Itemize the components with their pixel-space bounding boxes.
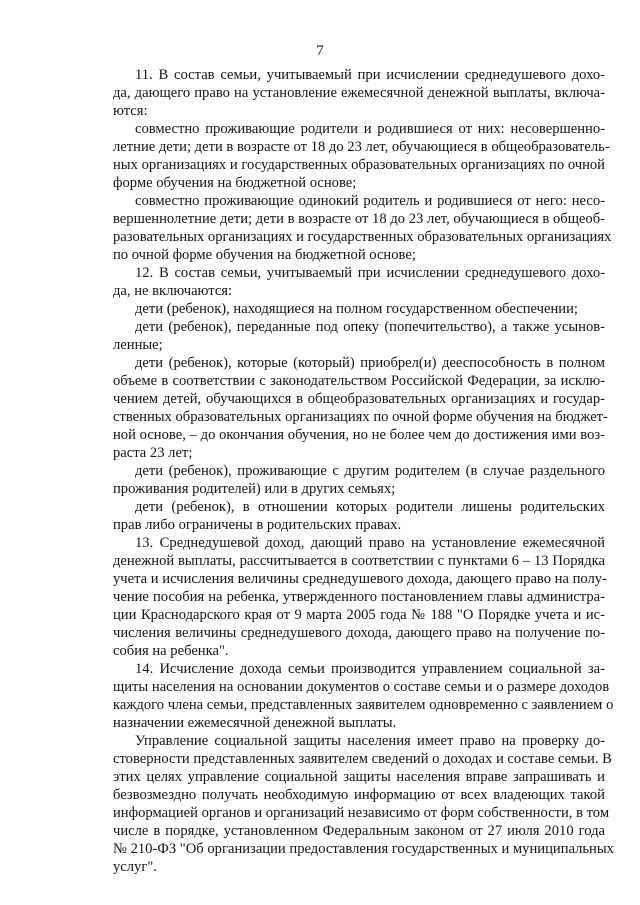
text-line: щиты населения на основании документов о составе семьи и о размере доходов	[113, 679, 610, 695]
text-line: каждого члена семьи, представленных заявителем одновременно с заявлением о	[113, 697, 614, 713]
text-line: денежной выплаты, рассчитывается в соответствии с пунктами 6 – 13 Порядка	[113, 553, 605, 569]
text-line: по очной форме обучения на бюджетной основе;	[113, 247, 416, 263]
text-line: раста 23 лет;	[113, 445, 193, 461]
text-line: дети (ребенок), находящиеся на полном государственном обеспечении;	[135, 301, 578, 317]
text-line: услуг".	[113, 859, 157, 875]
text-line: 14. Исчисление дохода семьи производится управлением социальной за-	[135, 661, 605, 677]
text-line: чением детей, обучающихся в общеобразовательных организациях и государ-	[113, 391, 605, 407]
text-line: форме обучения на бюджетной основе;	[113, 175, 357, 191]
text-line: разовательных организациях и государственных образовательных организациях	[113, 229, 612, 245]
text-line: 12. В состав семьи, учитываемый при исчислении среднедушевого дохо-	[135, 265, 605, 281]
text-line: собия на ребенка".	[113, 643, 229, 659]
text-line: числе в порядке, установленном Федеральным законом от 27 июля 2010 года	[113, 823, 605, 839]
text-line: дети (ребенок), которые (который) приобрел(и) дееспособность в полном	[135, 355, 605, 371]
text-line: безвозмездно получать необходимую информацию от всех владеющих такой	[113, 787, 605, 803]
text-line: дети (ребенок), в отношении которых родители лишены родительских	[135, 499, 605, 515]
text-line: Управление социальной защиты населения имеет право на проверку до-	[135, 733, 605, 749]
text-line: дети (ребенок), проживающие с другим родителем (в случае раздельного	[135, 463, 605, 479]
text-line: ственных образовательных организациях по очной форме обучения на бюджет-	[113, 409, 608, 425]
text-line: учета и исчисления величины среднедушевого дохода, дающего право на полу-	[113, 571, 607, 587]
text-line: назначении ежемесячной денежной выплаты.	[113, 715, 397, 731]
text-line: числения величины среднедушевого дохода, дающего право на получение по-	[113, 625, 605, 641]
text-line: ются:	[113, 103, 148, 119]
text-line: ленные;	[113, 337, 163, 353]
text-line: ной основе, – до окончания обучения, но не более чем до достижения ими воз-	[113, 427, 605, 443]
text-line: да, дающего право на установление ежемесячной денежной выплаты, включа-	[113, 85, 605, 101]
text-line: этих целях управление социальной защиты населения вправе запрашивать и	[113, 769, 605, 785]
text-line: информацией органов и организаций независимо от форм собственности, в том	[113, 805, 610, 821]
text-line: стоверности представленных заявителем сведений о доходах и составе семьи. В	[113, 751, 612, 767]
text-line: 13. Среднедушевой доход, дающий право на установление ежемесячной	[135, 535, 605, 551]
page-number: 7	[316, 43, 324, 59]
text-line: ных организациях и государственных образовательных организациях по очной	[113, 157, 605, 173]
text-line: вершеннолетние дети; дети в возрасте от 18 до 23 лет, обучающиеся в общеоб-	[113, 211, 605, 227]
text-line: прав либо ограничены в родительских правах.	[113, 517, 402, 533]
text-line: да, не включаются:	[113, 283, 233, 299]
text-line: 11. В состав семьи, учитываемый при исчислении среднедушевого дохо-	[135, 67, 605, 83]
text-line: совместно проживающие родители и родившиеся от них: несовершенно-	[135, 121, 605, 137]
text-line: проживания родителей) или в других семьях;	[113, 481, 396, 497]
text-line: № 210-ФЗ "Об организации предоставления государственных и муниципальных	[113, 841, 614, 857]
text-line: ции Краснодарского края от 9 марта 2005 года № 188 "О Порядке учета и ис-	[113, 607, 605, 623]
text-line: совместно проживающие одинокий родитель и родившиеся от него: несо-	[135, 193, 605, 209]
text-line: дети (ребенок), переданные под опеку (попечительство), а также усынов-	[135, 319, 605, 335]
text-line: объеме в соответствии с законодательством Российской Федерации, за исклю-	[113, 373, 605, 389]
text-line: летние дети; дети в возрасте от 18 до 23 лет, обучающиеся в общеобразователь-	[113, 139, 610, 155]
text-line: чение пособия на ребенка, утвержденного постановлением главы администра-	[113, 589, 605, 605]
